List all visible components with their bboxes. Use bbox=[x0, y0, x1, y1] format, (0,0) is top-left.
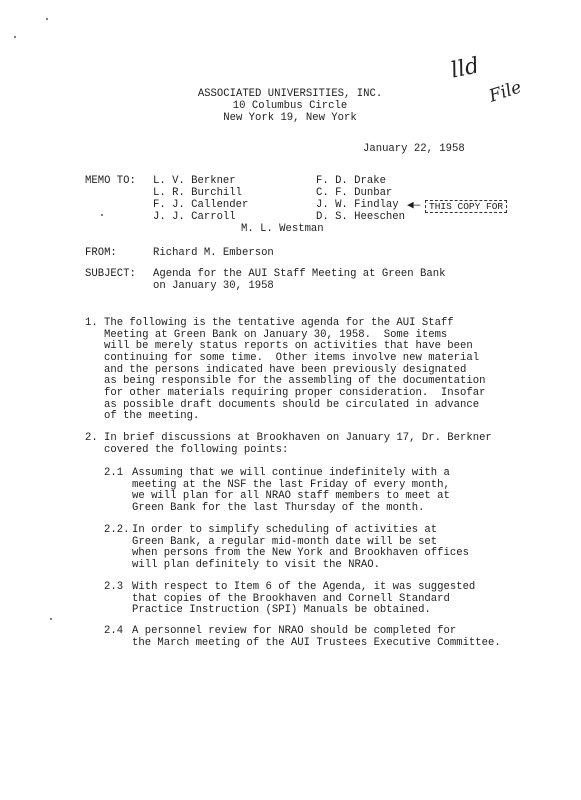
subject-line: on January 30, 1958 bbox=[153, 280, 274, 292]
para-line: Meeting at Green Bank on January 30, 1958. Some items bbox=[104, 329, 448, 341]
handwritten-file-note: File bbox=[486, 77, 525, 107]
point-line: that copies of the Brookhaven and Cornell Standard bbox=[132, 593, 450, 605]
para-line: of the meeting. bbox=[104, 410, 200, 422]
point-line: Assuming that we will continue indefinitely with a bbox=[132, 467, 450, 479]
memo-to-label: MEMO TO: bbox=[85, 175, 136, 187]
memo-date: January 22, 1958 bbox=[363, 143, 465, 155]
handwritten-note: lld bbox=[448, 53, 482, 84]
recipient: D. S. Heeschen bbox=[316, 211, 406, 223]
point-line: the March meeting of the AUI Trustees Executive Committee. bbox=[132, 637, 501, 649]
recipient: F. D. Drake bbox=[316, 175, 386, 187]
point-line: A personnel review for NRAO should be completed for bbox=[132, 625, 457, 637]
from-value: Richard M. Emberson bbox=[153, 247, 274, 259]
recipient: F. J. Callender bbox=[153, 199, 249, 211]
point-line: when persons from the New York and Brookhaven offices bbox=[132, 547, 469, 559]
point-line: Practice Instruction (SPI) Manuals be obtained. bbox=[132, 604, 431, 616]
recipient: M. L. Westman bbox=[241, 223, 324, 235]
point-line: In order to simplify scheduling of activities at bbox=[132, 524, 438, 536]
point-line: we will plan for all NRAO staff members to meet at bbox=[132, 490, 450, 502]
para-line: and the persons indicated have been previously designated bbox=[104, 364, 467, 376]
org-street: 10 Columbus Circle bbox=[232, 100, 348, 112]
point-number: 2.2. bbox=[104, 524, 130, 536]
subject-line: Agenda for the AUI Staff Meeting at Green Bank bbox=[153, 268, 446, 280]
recipient: J. W. Findlay bbox=[316, 199, 399, 211]
recipient: C. F. Dunbar bbox=[316, 187, 393, 199]
margin-speck bbox=[46, 18, 48, 20]
recipient: L. V. Berkner bbox=[153, 175, 236, 187]
para-line: covered the following points: bbox=[104, 444, 289, 456]
para-line: will be merely status reports on activities that have been bbox=[104, 340, 473, 352]
para-line: In brief discussions at Brookhaven on January 17, Dr. Berkner bbox=[104, 432, 492, 444]
recipient: J. J. Carroll bbox=[153, 211, 236, 223]
para-line: as being responsible for the assembling of the documentation bbox=[104, 375, 486, 387]
point-line: will plan definitely to visit the NRAO. bbox=[132, 559, 380, 571]
org-name: ASSOCIATED UNIVERSITIES, INC. bbox=[197, 88, 383, 100]
para-number: 2. bbox=[85, 432, 98, 444]
subject-label: SUBJECT: bbox=[85, 268, 136, 280]
margin-speck bbox=[14, 36, 16, 38]
point-number: 2.3 bbox=[104, 581, 124, 593]
para-line: for other materials requiring proper consideration. Insofar bbox=[104, 387, 486, 399]
point-line: Green Bank, a regular mid-month date will be set bbox=[132, 536, 438, 548]
para-line: The following is the tentative agenda for the AUI Staff bbox=[104, 317, 454, 329]
point-line: meeting at the NSF the last Friday of every month, bbox=[132, 479, 450, 491]
para-line: as possible draft documents should be circulated in advance bbox=[104, 399, 480, 411]
point-number: 2.1 bbox=[104, 467, 124, 479]
point-line: Green Bank for the last Thursday of the month. bbox=[132, 502, 425, 514]
margin-speck bbox=[101, 214, 103, 216]
org-city: New York 19, New York bbox=[223, 112, 357, 124]
para-line: continuing for some time. Other items involve new material bbox=[104, 352, 480, 364]
recipient: L. R. Burchill bbox=[153, 187, 243, 199]
from-label: FROM: bbox=[85, 247, 117, 259]
para-number: 1. bbox=[85, 317, 98, 329]
copy-stamp: THIS COPY FOR bbox=[425, 200, 507, 213]
point-number: 2.4 bbox=[104, 625, 124, 637]
margin-speck bbox=[50, 618, 52, 620]
point-line: With respect to Item 6 of the Agenda, it was suggested bbox=[132, 581, 476, 593]
arrow-left-icon: ◀— bbox=[407, 200, 421, 212]
